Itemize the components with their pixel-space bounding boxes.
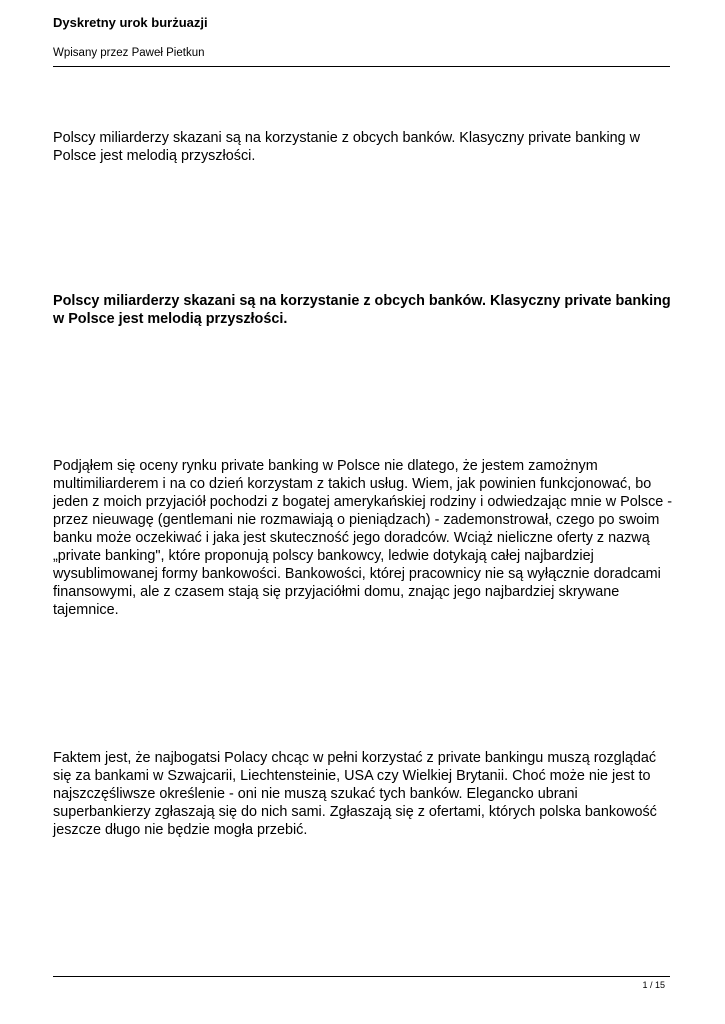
lead-paragraph: Polscy miliarderzy skazani są na korzystanie z obcych banków. Klasyczny private banking w Polsce jest melodią przyszłości. <box>53 130 641 164</box>
author-line: Wpisany przez Paweł Pietkun <box>53 47 205 59</box>
header-divider <box>53 66 670 67</box>
body-paragraph: Podjąłem się oceny rynku private banking w Polsce nie dlatego, że jestem zamożnym multimiliarderem i na co dzień korzystam z takich usług. Wiem, jak powinien funkcjonować, bo jeden z moich przyjaciół pochodzi z bogatej amerykańskiej rodziny i odwiedzając mnie w Polsce - przez nieuwagę (gentlemani nie rozmawiają o pieniądzach) - zademonstrował, czego po swoim banku może oczekiwać i jaka jest skuteczność jego doradców. Wciąż nieliczne oferty z nazwą „private banking", które proponują polscy bankowcy, ledwie dotykają całej najbardziej wysublimowanej formy bankowości. Bankowości, której pracownicy nie są wyłącznie doradcami finansowymi, ale z czasem stają się przyjaciółmi domu, znając jego najbardziej skrywane tajemnice. <box>53 458 673 618</box>
footer-divider <box>53 976 670 977</box>
body-paragraph: Faktem jest, że najbogatsi Polacy chcąc w pełni korzystać z private bankingu muszą rozglądać się za bankami w Szwajcarii, Liechtensteinie, USA czy Wielkiej Brytanii. Choć może nie jest to najszczęśliwsze określenie - oni nie muszą szukać tych banków. Elegancko ubrani superbankierzy zgłaszają się do nich sami. Zgłaszają się z ofertami, których polska bankowość jeszcze długo nie będzie mogła przebić. <box>53 750 657 838</box>
article-heading: Polscy miliarderzy skazani są na korzystanie z obcych banków. Klasyczny private banking w Polsce jest melodią przyszłości. <box>53 293 671 327</box>
page-number: 1 / 15 <box>642 980 665 990</box>
document-title: Dyskretny urok burżuazji <box>53 15 208 30</box>
page-header <box>53 14 670 61</box>
